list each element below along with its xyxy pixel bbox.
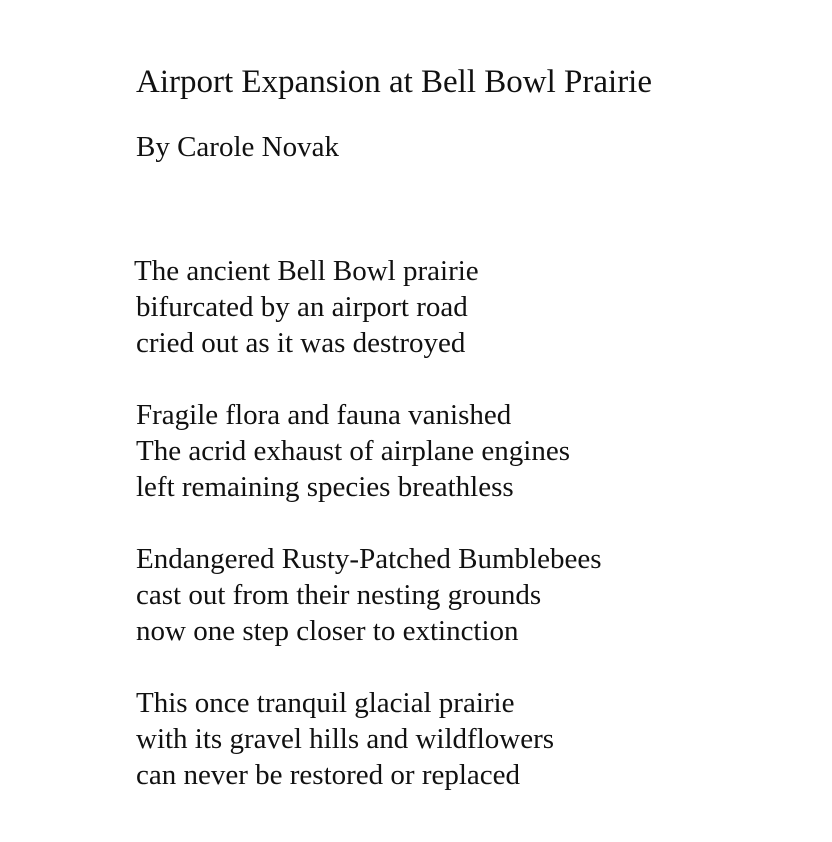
- poem-line: bifurcated by an airport road: [136, 291, 468, 323]
- stanza-1: [136, 253, 602, 361]
- poem-title: Airport Expansion at Bell Bowl Prairie: [136, 64, 652, 100]
- poem-line: This once tranquil glacial prairie: [136, 687, 515, 719]
- poem-byline: By Carole Novak: [136, 131, 339, 163]
- poem-line: left remaining species breathless: [136, 471, 514, 503]
- poem-line: now one step closer to extinction: [136, 615, 519, 647]
- poem-line: with its gravel hills and wildflowers: [136, 723, 555, 755]
- poem-line: cast out from their nesting grounds: [136, 579, 542, 611]
- stanza-3: [136, 541, 602, 649]
- poem-line: can never be restored or replaced: [136, 759, 521, 791]
- poem-line: The acrid exhaust of airplane engines: [136, 435, 571, 467]
- poem-line: Fragile flora and fauna vanished: [136, 399, 512, 431]
- stanza-4: [136, 685, 602, 793]
- poem-line: Endangered Rusty-Patched Bumblebees: [136, 543, 602, 575]
- poem-line: The ancient Bell Bowl prairie: [134, 255, 479, 287]
- poem-body: [136, 253, 602, 829]
- stanza-2: [136, 397, 602, 505]
- poem-line: cried out as it was destroyed: [136, 327, 466, 359]
